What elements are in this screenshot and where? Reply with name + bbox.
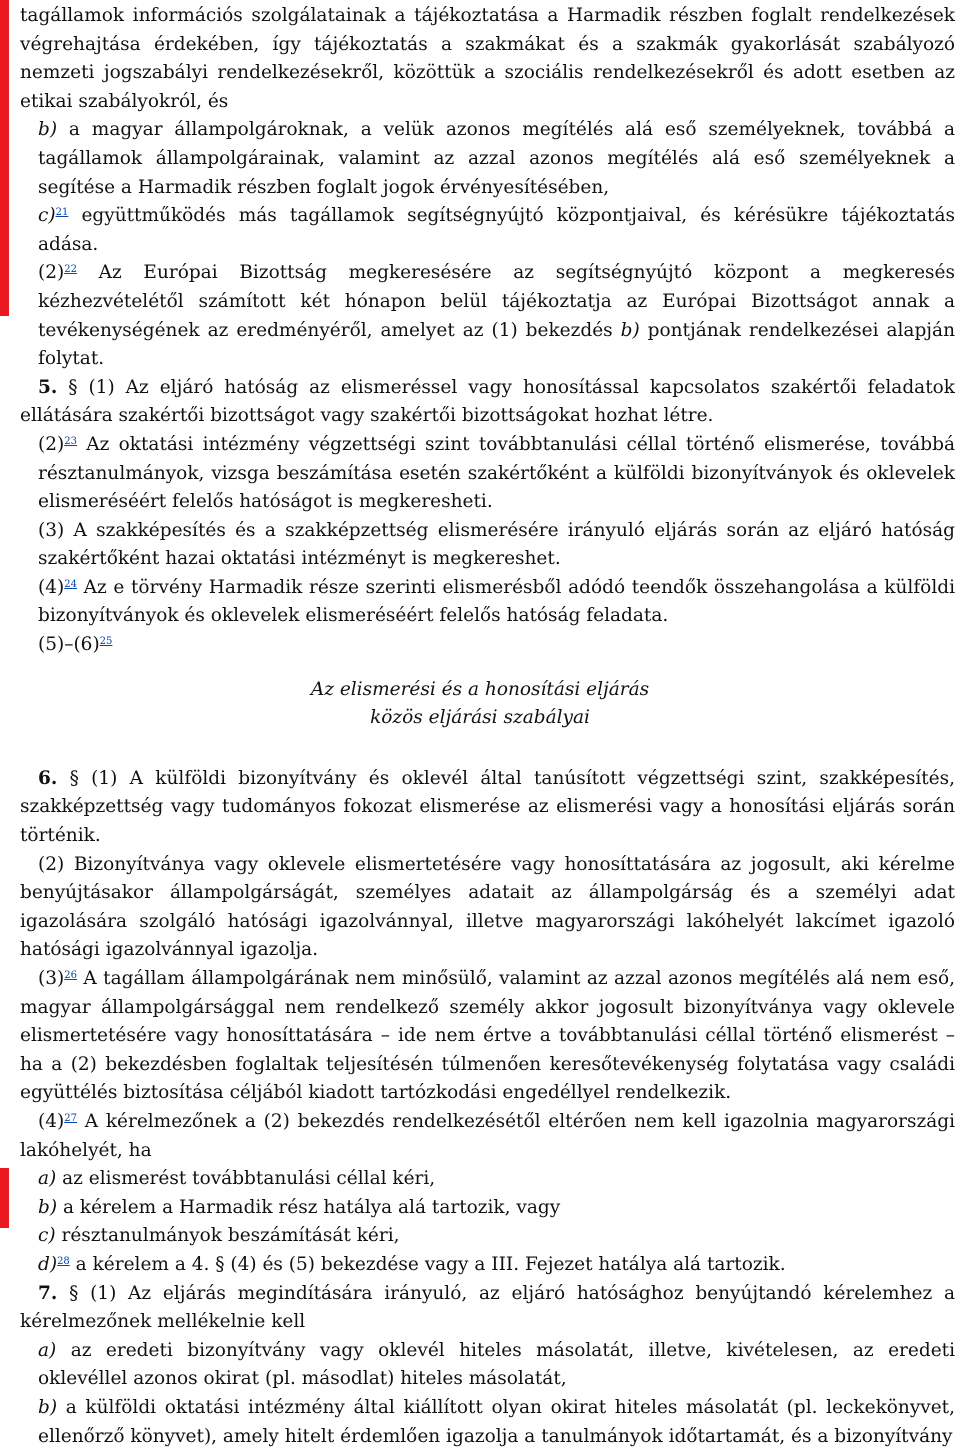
section-heading-line2: közös eljárási szabályai xyxy=(370,707,590,729)
section-6: 6. § (1) A külföldi bizonyítvány és oklevél által tanúsított végzettségi szint, szakképesítés, szakképzettség vagy tudományos fokozat elismerése az elismerési vagy a honosítási eljárás során történik. xyxy=(20,767,955,847)
paragraph-6-2: (2) Bizonyítványa vagy oklevele elismertetésére vagy honosíttatására az jogosult, aki kérelme benyújtásakor állampolgárságát, személyes adatait az állampolgárság és a személyi adat igazolására szolgáló hatósági igazolvánnyal, illetve magyarországi lakóhelyét lakcímet igazoló hatósági igazolvánnyal igazolja. xyxy=(20,853,955,961)
footnote-ref-21[interactable]: 21 xyxy=(55,207,69,219)
footnote-ref-28[interactable]: 28 xyxy=(57,1255,70,1267)
paragraph-5-2: (2)$^{23}$ Az oktatási intézmény végzettségi szint továbbtanulási céllal történő elismerése, továbbá résztanulmányok, vizsga beszámítása esetén szakértőként a külföldi bizonyítványok és oklevelek elismeréséért felelős hatóságot is megkeresheti. xyxy=(38,433,955,513)
paragraph-5-3: (3) A szakképesítés és a szakképzettség elismerésére irányuló eljárás során az eljáró hatóság szakértőként hazai oktatási intézményt is megkereshet. xyxy=(38,519,955,570)
list-item-b: b) a magyar állampolgároknak, a velük azonos megítélés alá eső személyeknek, továbbá a tagállamok állampolgárainak, valamint az azzal azonos megítélés alá eső személyeknek a segítése a Harmadik részben foglalt jogok érvényesítésében, xyxy=(38,119,955,198)
paragraph-5-5-6: (5)–(6)$^{25}$ xyxy=(38,634,113,656)
section-7: 7. § (1) Az eljárás megindítására irányuló, az eljáró hatósághoz benyújtandó kérelemhez a kérelmezőnek mellékelnie kell xyxy=(20,1282,955,1333)
list-item-a: a) az elismerést továbbtanulási céllal kéri, xyxy=(38,1168,436,1190)
footnote-ref-24[interactable]: 24 xyxy=(64,578,77,590)
paragraph-6-4: (4)$^{27}$ A kérelmezőnek a (2) bekezdés rendelkezésétől eltérően nem kell igazolnia magyarországi lakóhelyét, ha xyxy=(20,1110,955,1161)
paragraph-5-4: (4)$^{24}$ Az e törvény Harmadik része szerinti elismerésből adódó teendők összehangolása a külföldi bizonyítványok és oklevelek elismeréséért felelős hatóság feladata. xyxy=(38,576,955,627)
footnote-ref-26[interactable]: 26 xyxy=(64,970,77,981)
paragraph-2: (2)$^{22}$ Az Európai Bizottság megkeresésére az segítségnyújtó központ a megkeresés kézhezvételétől számított két hónapon belül tájékoztatja az Európai Bizottságot annak a tevékenységének az eredményéről, amelyet az (1) bekezdés b) pontjának rendelkezései alapján folytat. xyxy=(38,262,955,370)
list-item-a: a) az eredeti bizonyítvány vagy oklevél hiteles másolatát, illetve, kivételesen, az eredeti oklevéllel azonos okirat (pl. másodlat) hiteles másolatát, xyxy=(38,1339,955,1390)
paragraph-6-3: (3)$^{26}$ A tagállam állampolgárának nem minősülő, valamint az azzal azonos megítélés alá nem eső, magyar állampolgársággal nem rendelkező személy akkor jogosult bizonyítványa vagy oklevele elismertetésére vagy honosíttatására – ide nem értve a továbbtanulási céllal történő elismerést – ha a (2) bekezdésben foglaltak teljesítésén túlmenően keresőtevékenység folytatása vagy családi együttélés biztosítása céljából kiadott tartózkodási engedéllyel rendelkezik. xyxy=(20,968,955,1104)
document-page xyxy=(0,2,960,1451)
footnote-ref-23[interactable]: 23 xyxy=(64,435,77,447)
footnote-ref-27[interactable]: 27 xyxy=(64,1112,77,1124)
list-item-c: c)$^{21}$ együttműködés más tagállamok segítségnyújtó központjaival, és kérésükre tájékoztatás adása. xyxy=(38,205,955,255)
footnote-ref-25[interactable]: 25 xyxy=(99,636,113,648)
section-heading-line1: Az elismerési és a honosítási eljárás xyxy=(310,678,650,700)
list-item-b: b) a kérelem a Harmadik rész hatálya alá tartozik, vagy xyxy=(38,1196,561,1218)
list-item-d: d)$^{28}$ a kérelem a 4. § (4) és (5) bekezdése vagy a III. Fejezet hatálya alá tartozik. xyxy=(38,1253,786,1275)
list-item-c: c) résztanulmányok beszámítását kéri, xyxy=(38,1225,400,1247)
footnote-ref-22[interactable]: 22 xyxy=(64,264,77,276)
paragraph: tagállamok információs szolgálatainak a tájékoztatása a Harmadik részben foglalt rendelkezések végrehajtása érdekében, így tájékoztatás a szakmákat és a szakmák gyakorlását szabályozó nemzeti jogszabályi rendelkezésekről, közöttük a szociális rendelkezésekről és adott esetben az etikai szabályokról, és xyxy=(20,5,955,112)
section-5: 5. § (1) Az eljáró hatóság az elismeréssel vagy honosítással kapcsolatos szakértői feladatok ellátására szakértői bizottságot vagy szakértői bizottságokat hozhat létre. xyxy=(20,376,955,427)
list-item-b: b) a külföldi oktatási intézmény által kiállított olyan okirat hiteles másolatát (pl. leckekönyvet, ellenőrző könyvet), amely hitelt érdemlően igazolja a tanulmányok időtartamát, és a bizonyítvány xyxy=(38,1396,955,1447)
